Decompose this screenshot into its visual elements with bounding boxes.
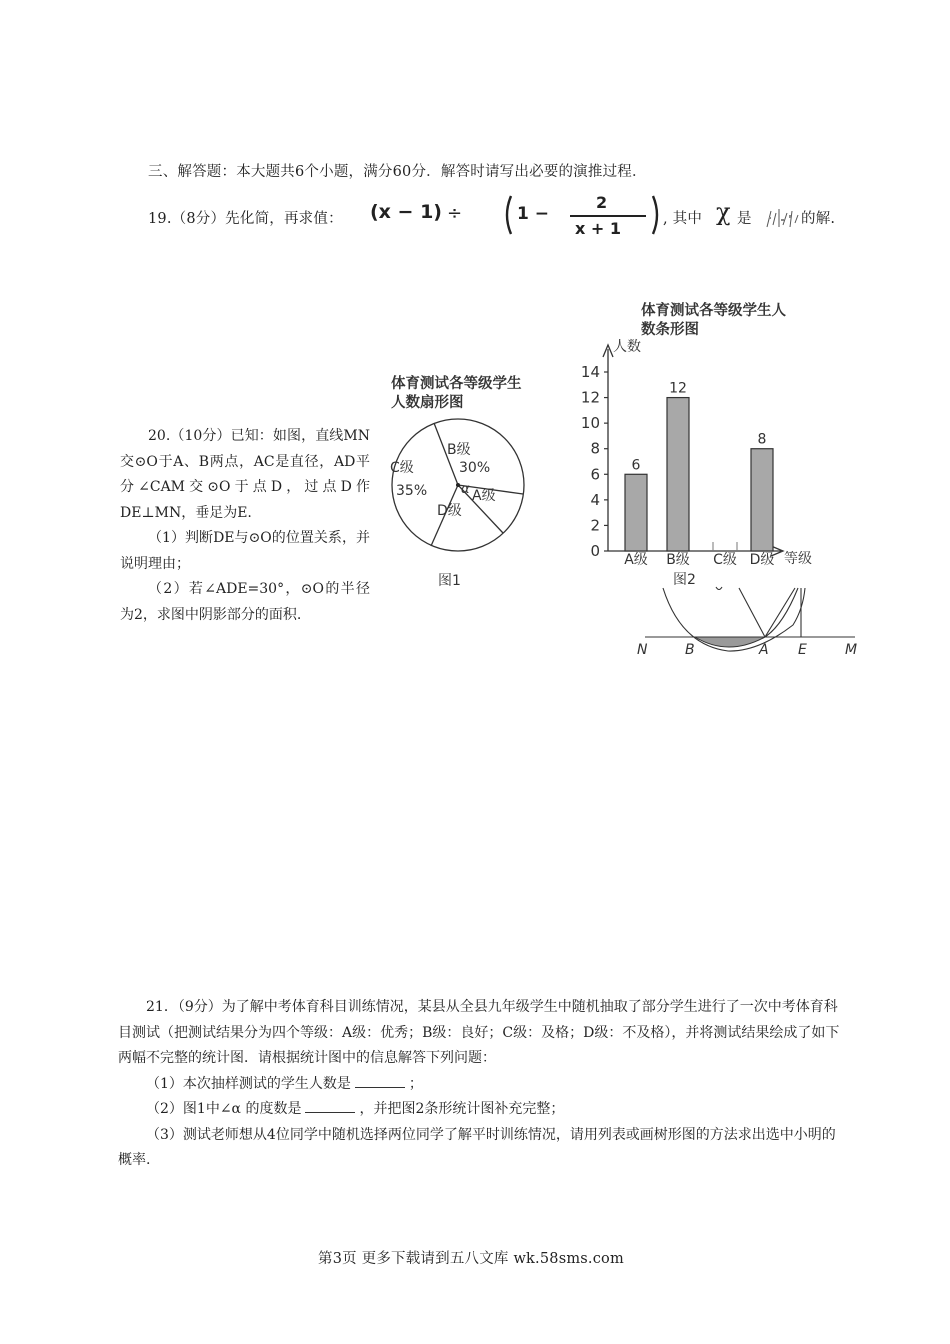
- point-a: A: [759, 642, 769, 658]
- q21-sub-1-after: ；: [408, 1075, 423, 1092]
- pie-label-b: B级: [447, 442, 471, 458]
- pie-title-line1: 体育测试各等级学生: [391, 376, 522, 392]
- y-tick-label-2: 2: [590, 516, 600, 535]
- bar-value-label-1: 6: [631, 457, 641, 474]
- pie-pct-c: 35%: [396, 483, 428, 499]
- q19-equation-image: [763, 205, 801, 231]
- q21-sub-3: （3）测试老师想从4位同学中随机选择两位同学了解平时训练情况，请用列表或画树形图的方法求出选中小明的概率.: [118, 1126, 836, 1168]
- q21-sub-1: [118, 1072, 840, 1098]
- q19-fraction-bar: [570, 215, 646, 217]
- y-tick-label-4: 4: [590, 490, 600, 509]
- point-e: E: [798, 642, 807, 658]
- q21-paragraph-1: 21．（9分）为了解中考体育科目训练情况，某县从全县九年级学生中随机抽取了部分学生进行了一次中考体育科目测试（把测试结果分为四个等级：A级：优秀；B级：良好；C级：及格；D级：不及格），并将测试结果绘成了如下两幅不完整的统计图．请根据统计图中的信息解答下列问题：: [118, 999, 840, 1066]
- y-tick-label-6: 6: [590, 465, 600, 484]
- pie-pct-b: 30%: [459, 460, 491, 476]
- x-tick-label-1: A级: [624, 552, 648, 568]
- q20-paragraph-1: 20.（10分）已知：如图，直线MN交⊙O于A、B两点，AC是直径，AD平分∠CAM交⊙O于点D，过点D作DE⊥MN，垂足为E.: [120, 428, 370, 521]
- q20-paragraph-2: （1）判断DE与⊙O的位置关系，并说明理由；: [120, 530, 370, 572]
- bar-2: [667, 398, 689, 551]
- y-tick-label-12: 12: [580, 388, 600, 407]
- point-b: B: [685, 642, 695, 658]
- q21-sub-2: [118, 1097, 840, 1123]
- bar-ylabel: 人数: [613, 339, 641, 355]
- q19-div-sign: ÷: [447, 203, 463, 224]
- bar-value-label-4: 8: [757, 431, 767, 448]
- y-tick-label-0: 0: [590, 542, 600, 560]
- pie-title-line2: 人数扇形图: [391, 395, 464, 411]
- q21-blank-1[interactable]: [355, 1073, 405, 1088]
- pie-chart: [383, 410, 543, 600]
- q19-prefix: 19.（8分）先化简，再求值：: [148, 211, 343, 227]
- q19-right-paren: [649, 193, 663, 237]
- y-tick-label-10: 10: [580, 414, 600, 433]
- shaded-segment: [695, 637, 765, 647]
- q19-left-paren: [501, 193, 515, 237]
- point-m: M: [845, 642, 858, 658]
- q21-sub-2-after: ，并把图2条形统计图补充完整；: [359, 1101, 565, 1117]
- pie-label-a: A级: [472, 488, 496, 504]
- point-n: N: [637, 642, 648, 658]
- section-heading: 三、解答题：本大题共6个小题，满分60分．解答时请写出必要的演推过程．: [148, 164, 647, 180]
- pie-label-d: D级: [437, 503, 462, 519]
- bar-chart: [575, 335, 835, 585]
- chord-ad: [765, 588, 795, 637]
- q19-denominator: x + 1: [575, 219, 621, 238]
- bar-1: [625, 474, 647, 551]
- bar-title-line2: 数条形图: [641, 322, 699, 338]
- q19-numerator: 2: [596, 193, 608, 212]
- q21-blank-2[interactable]: [305, 1098, 355, 1113]
- q20-paragraph-3: （2）若∠ADE=30°，⊙O的半径为2，求图中阴影部分的面积.: [120, 581, 370, 623]
- bar-xlabel: 等级: [784, 551, 812, 567]
- q19-var-chi: χ: [716, 198, 731, 226]
- chord-a-upper: [739, 588, 765, 637]
- q19-expr-left: (x − 1): [370, 201, 442, 223]
- q19-one-minus: 1 −: [517, 204, 549, 224]
- pie-center-dot: [456, 483, 460, 487]
- bar-caption: 图2: [673, 572, 696, 585]
- y-tick-label-8: 8: [590, 439, 600, 458]
- pie-label-c: C级: [390, 460, 414, 476]
- q21-sub-1-before: （1）本次抽样测试的学生人数是: [146, 1075, 351, 1092]
- q21-sub-2-before: （2）图1中∠α 的度数是: [146, 1101, 302, 1117]
- q19-is: 是: [737, 211, 752, 227]
- q21-text: [118, 995, 840, 1174]
- c-mark: [716, 587, 722, 590]
- x-tick-label-4: D级: [749, 552, 775, 568]
- x-tick-label-3: C级: [713, 552, 737, 568]
- q19-suffix: 的解.: [801, 211, 836, 227]
- bar-title-line1: 体育测试各等级学生人: [641, 303, 786, 319]
- pie-caption: 图1: [438, 573, 461, 589]
- bar-value-label-2: 12: [669, 380, 687, 397]
- x-tick-label-2: B级: [666, 552, 690, 568]
- y-tick-label-14: 14: [580, 363, 600, 381]
- q19-where: , 其中: [663, 211, 703, 227]
- geometry-figure: [633, 585, 873, 665]
- q20-text: [120, 424, 370, 628]
- pie-alpha: α: [461, 482, 470, 497]
- bar-4: [751, 449, 773, 551]
- page-footer: 第3页 更多下载请到五八文库 wk.58sms.com: [318, 1251, 624, 1267]
